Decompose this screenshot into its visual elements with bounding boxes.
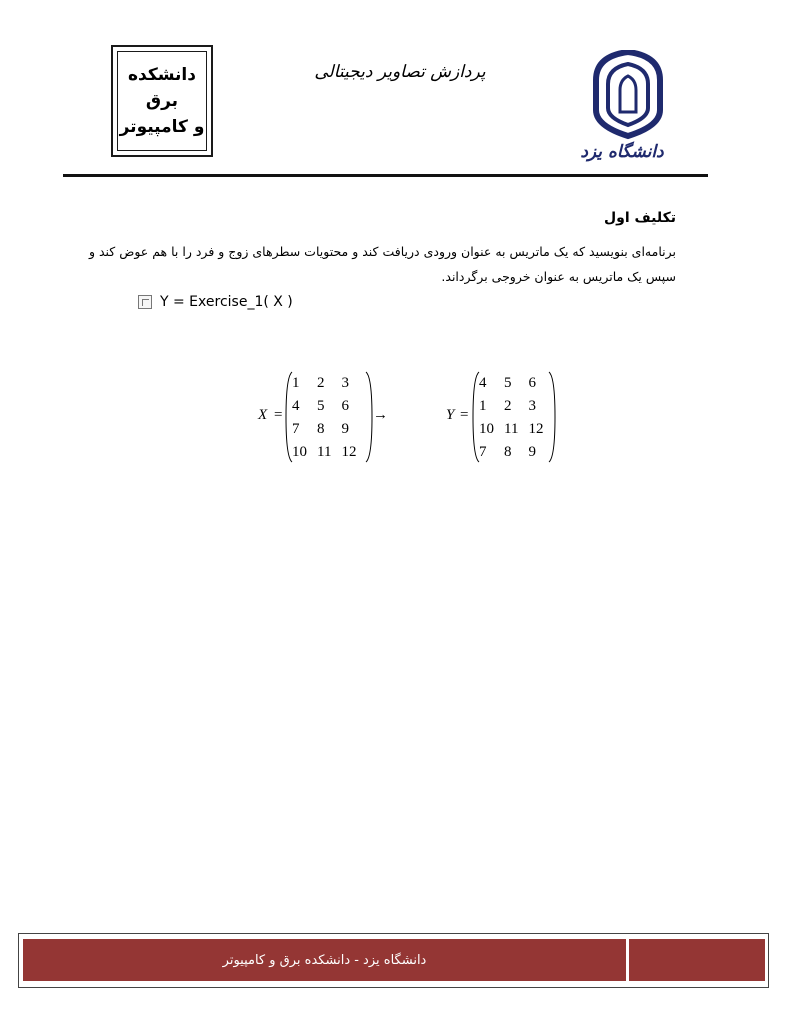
matrix-cell: 4 <box>479 375 487 391</box>
footer-band <box>23 939 626 981</box>
matrix-cell: 5 <box>504 375 512 391</box>
matrix-cell: 8 <box>317 421 325 437</box>
output-matrix <box>479 372 543 463</box>
matrix-cell: 1 <box>292 375 300 391</box>
function-signature: Y = Exercise_1( X ) <box>160 294 293 310</box>
faculty-logo-line2: برق <box>145 91 179 111</box>
matrix-cell: 7 <box>479 444 487 460</box>
assignment-description: برنامه‌ای بنویسید که یک ماتریس به عنوان ورودی دریافت کند و محتویات سطرهای زوج و فرد را با هم عوض کند و سپس یک ماتریس به عنوان خروجی برگرداند. <box>88 244 676 284</box>
matrix-cell: 10 <box>479 421 494 437</box>
faculty-logo <box>111 45 213 157</box>
assignment-heading: تکلیف اول <box>603 210 676 226</box>
function-icon <box>138 295 152 309</box>
matrix-cell: 3 <box>528 398 536 414</box>
matrix-cell: 6 <box>341 398 349 414</box>
matrix-cell: 2 <box>317 375 325 391</box>
matrix-cell: 10 <box>292 444 307 460</box>
output-matrix-label: Y <box>446 407 455 423</box>
function-signature-row <box>138 292 293 312</box>
matrix-cell: 9 <box>528 444 536 460</box>
footer-side-block <box>629 939 765 981</box>
input-matrix-label: X <box>258 407 268 423</box>
matrix-cell: 3 <box>341 375 349 391</box>
footer-text: دانشگاه یزد - دانشکده برق و کامپیوتر <box>222 952 427 968</box>
matrix-cell: 12 <box>341 444 357 460</box>
matrix-cell: 5 <box>317 398 325 414</box>
faculty-logo-line1: دانشکده <box>128 65 196 85</box>
matrix-cell: 8 <box>504 444 512 460</box>
output-matrix-right-bracket <box>547 371 557 463</box>
matrix-cell: 11 <box>317 444 332 460</box>
matrix-cell: 11 <box>504 421 519 437</box>
header-divider <box>63 174 708 177</box>
input-equals-sign: = <box>274 407 283 423</box>
matrix-cell: 6 <box>528 375 536 391</box>
matrix-cell: 9 <box>341 421 349 437</box>
faculty-logo-line3: و کامپیوتر <box>119 117 205 137</box>
matrix-cell: 2 <box>504 398 512 414</box>
transform-arrow: → <box>373 407 388 423</box>
matrix-cell: 1 <box>479 398 487 414</box>
course-title: پردازش تصاویر دیجیتالی <box>314 62 486 82</box>
matrix-cell: 4 <box>292 398 300 414</box>
matrix-cell: 12 <box>528 421 544 437</box>
output-equals-sign: = <box>460 407 469 423</box>
matrix-cell: 7 <box>292 421 300 437</box>
university-name: دانشگاه یزد <box>580 142 664 162</box>
input-matrix <box>292 372 356 463</box>
